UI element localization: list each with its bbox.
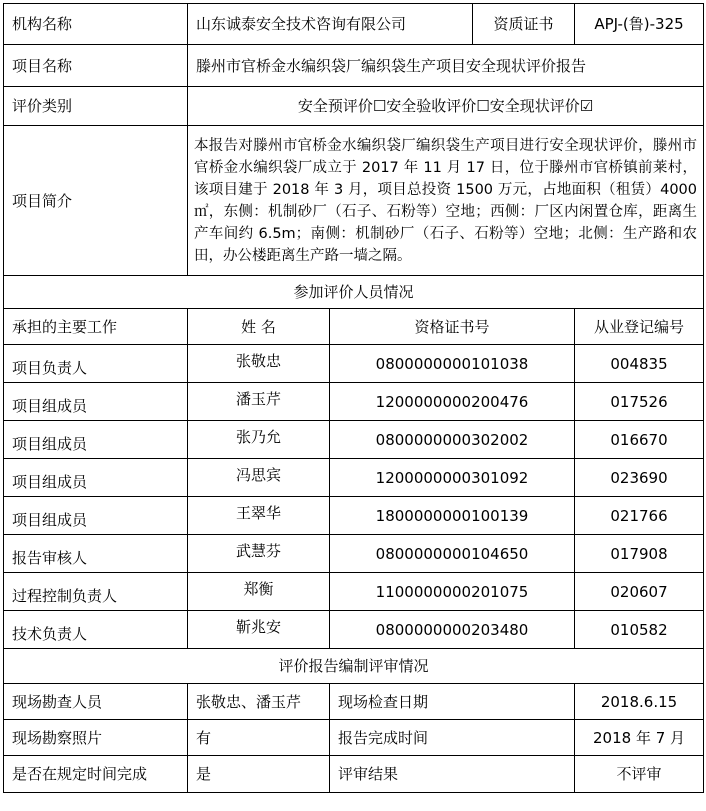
cert-no-cell: 1100000000201075	[330, 573, 575, 611]
review-label: 现场勘察照片	[4, 720, 188, 756]
cert-no-cell: 0800000000203480	[330, 611, 575, 649]
duty-cell: 技术负责人	[4, 611, 188, 649]
reg-no-cell: 004835	[575, 345, 704, 383]
name-cell: 靳兆安	[188, 611, 330, 649]
duty-cell: 项目负责人	[4, 345, 188, 383]
cert-no-cell: 0800000000302002	[330, 421, 575, 459]
cert-no-cell: 0800000000104650	[330, 535, 575, 573]
table-row	[4, 535, 704, 573]
duty-cell: 项目组成员	[4, 383, 188, 421]
duty-cell: 项目组成员	[4, 421, 188, 459]
review-value: 2018 年 7 月	[575, 720, 704, 756]
project-label: 项目名称	[4, 45, 188, 87]
reg-no-cell: 023690	[575, 459, 704, 497]
cert-label: 资质证书	[473, 4, 575, 45]
duty-cell: 过程控制负责人	[4, 573, 188, 611]
reg-no-cell: 016670	[575, 421, 704, 459]
cert-no-cell: 1200000000200476	[330, 383, 575, 421]
table-row	[4, 573, 704, 611]
org-value: 山东诚泰安全技术咨询有限公司	[188, 4, 473, 45]
review-label: 是否在规定时间完成	[4, 756, 188, 793]
review-value: 是	[188, 756, 330, 793]
duty-cell: 项目组成员	[4, 497, 188, 535]
category-label: 评价类别	[4, 87, 188, 126]
review-title-row	[4, 649, 704, 684]
name-cell: 郑衡	[188, 573, 330, 611]
review-label: 现场检查日期	[330, 684, 575, 720]
reg-no-cell: 021766	[575, 497, 704, 535]
info-table	[3, 3, 704, 793]
duty-cell: 报告审核人	[4, 535, 188, 573]
review-row	[4, 684, 704, 720]
name-cell: 武慧芬	[188, 535, 330, 573]
review-label: 现场勘查人员	[4, 684, 188, 720]
project-value: 滕州市官桥金水编织袋厂编织袋生产项目安全现状评价报告	[188, 45, 704, 87]
table-row	[4, 345, 704, 383]
cert-no-cell: 1800000000100139	[330, 497, 575, 535]
name-cell: 张乃允	[188, 421, 330, 459]
cert-no-cell: 0800000000101038	[330, 345, 575, 383]
evaluation-info-sheet	[0, 3, 706, 811]
col-header-name: 姓 名	[188, 309, 330, 345]
review-title: 评价报告编制评审情况	[4, 649, 704, 684]
review-row	[4, 720, 704, 756]
name-cell: 王翠华	[188, 497, 330, 535]
category-value: 安全预评价☐安全验收评价☐安全现状评价☑	[188, 87, 704, 126]
personnel-title-row	[4, 276, 704, 309]
reg-no-cell: 010582	[575, 611, 704, 649]
table-row	[4, 421, 704, 459]
name-cell: 潘玉芹	[188, 383, 330, 421]
review-value: 张敬忠、潘玉芹	[188, 684, 330, 720]
intro-label: 项目简介	[4, 126, 188, 276]
review-value: 有	[188, 720, 330, 756]
name-cell: 张敬忠	[188, 345, 330, 383]
table-row	[4, 611, 704, 649]
review-value: 不评审	[575, 756, 704, 793]
personnel-header-row	[4, 309, 704, 345]
reg-no-cell: 017908	[575, 535, 704, 573]
duty-cell: 项目组成员	[4, 459, 188, 497]
project-row	[4, 45, 704, 87]
name-cell: 冯思宾	[188, 459, 330, 497]
col-header-duty: 承担的主要工作	[4, 309, 188, 345]
review-label: 报告完成时间	[330, 720, 575, 756]
review-value: 2018.6.15	[575, 684, 704, 720]
cert-no-cell: 1200000000301092	[330, 459, 575, 497]
intro-row	[4, 126, 704, 276]
reg-no-cell: 020607	[575, 573, 704, 611]
cert-value: APJ-(鲁)-325	[575, 4, 704, 45]
table-row	[4, 497, 704, 535]
reg-no-cell: 017526	[575, 383, 704, 421]
col-header-reg: 从业登记编号	[575, 309, 704, 345]
personnel-title: 参加评价人员情况	[4, 276, 704, 309]
table-row	[4, 383, 704, 421]
category-row	[4, 87, 704, 126]
org-label: 机构名称	[4, 4, 188, 45]
col-header-cert: 资格证书号	[330, 309, 575, 345]
org-row	[4, 4, 704, 45]
table-row	[4, 459, 704, 497]
intro-text: 本报告对滕州市官桥金水编织袋厂编织袋生产项目进行安全现状评价，滕州市官桥金水编织袋厂成立于 2017 年 11 月 17 日，位于滕州市官桥镇前莱村，该项目建于 2018 年 3 月，项目总投资 1500 万元，占地面积（租赁）4000㎡，东侧：机制砂厂（石子、石粉等）空地；西侧：厂区内闲置仓库，距离生产车间约 6.5m；南侧：机制砂厂（石子、石粉等）空地；北侧：生产路和农田，办公楼距离生产路一墙之隔。	[188, 126, 704, 276]
review-label: 评审结果	[330, 756, 575, 793]
review-row	[4, 756, 704, 793]
